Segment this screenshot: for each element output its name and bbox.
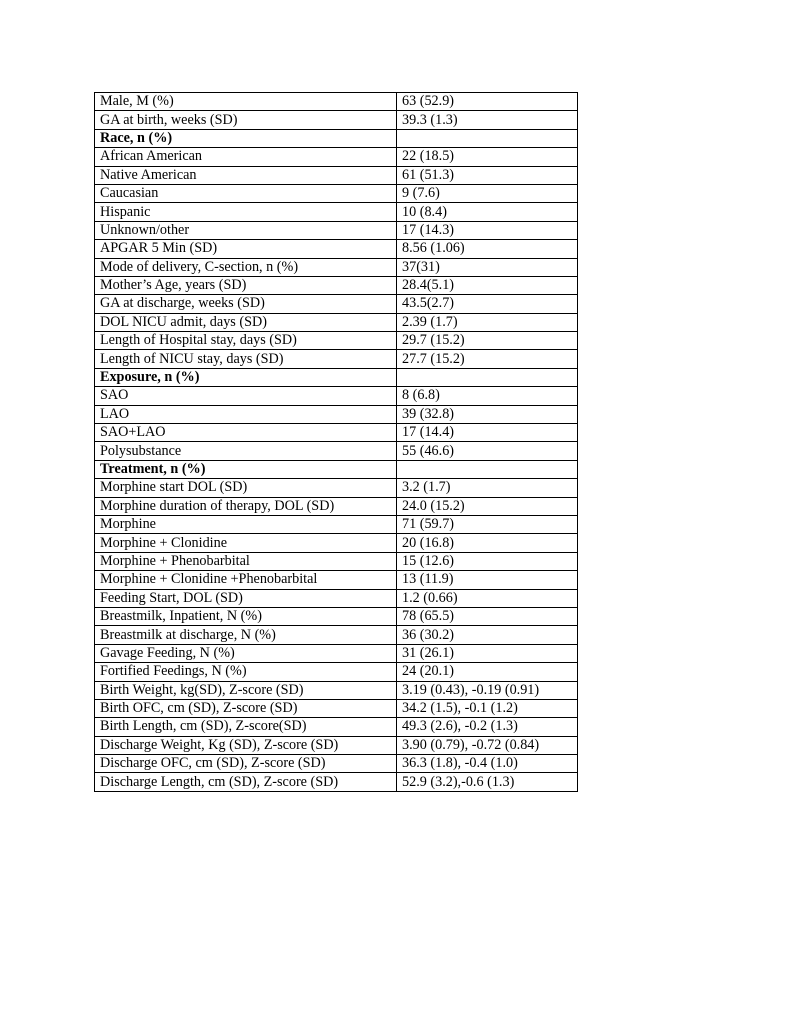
value-cell: 27.7 (15.2) — [397, 350, 578, 368]
value-cell: 52.9 (3.2),-0.6 (1.3) — [397, 773, 578, 791]
label-cell: Polysubstance — [95, 442, 397, 460]
table-row — [95, 221, 578, 239]
table-row — [95, 773, 578, 791]
table-row — [95, 442, 578, 460]
table-row — [95, 424, 578, 442]
value-cell — [397, 368, 578, 386]
table-row — [95, 571, 578, 589]
table-row — [95, 387, 578, 405]
table-row — [95, 552, 578, 570]
section-label-cell: Race, n (%) — [95, 129, 397, 147]
label-cell: Feeding Start, DOL (SD) — [95, 589, 397, 607]
table-row — [95, 258, 578, 276]
table-row — [95, 681, 578, 699]
value-cell: 28.4(5.1) — [397, 276, 578, 294]
value-cell: 55 (46.6) — [397, 442, 578, 460]
section-label-cell: Treatment, n (%) — [95, 460, 397, 478]
label-cell: Mother’s Age, years (SD) — [95, 276, 397, 294]
label-cell: Gavage Feeding, N (%) — [95, 644, 397, 662]
value-cell: 3.2 (1.7) — [397, 479, 578, 497]
label-cell: Discharge Weight, Kg (SD), Z-score (SD) — [95, 736, 397, 754]
label-cell: LAO — [95, 405, 397, 423]
label-cell: Morphine + Phenobarbital — [95, 552, 397, 570]
table-row — [95, 405, 578, 423]
value-cell: 17 (14.4) — [397, 424, 578, 442]
label-cell: SAO — [95, 387, 397, 405]
table-row — [95, 93, 578, 111]
label-cell: Hispanic — [95, 203, 397, 221]
table-row — [95, 755, 578, 773]
value-cell: 71 (59.7) — [397, 515, 578, 533]
value-cell: 29.7 (15.2) — [397, 332, 578, 350]
label-cell: DOL NICU admit, days (SD) — [95, 313, 397, 331]
table-row — [95, 699, 578, 717]
label-cell: Unknown/other — [95, 221, 397, 239]
table-row — [95, 203, 578, 221]
value-cell: 3.19 (0.43), -0.19 (0.91) — [397, 681, 578, 699]
label-cell: Morphine duration of therapy, DOL (SD) — [95, 497, 397, 515]
table-row — [95, 148, 578, 166]
table-row — [95, 663, 578, 681]
value-cell: 9 (7.6) — [397, 184, 578, 202]
value-cell: 43.5(2.7) — [397, 295, 578, 313]
label-cell: Discharge OFC, cm (SD), Z-score (SD) — [95, 755, 397, 773]
value-cell: 37(31) — [397, 258, 578, 276]
label-cell: Breastmilk, Inpatient, N (%) — [95, 607, 397, 625]
section-header-row — [95, 129, 578, 147]
value-cell: 13 (11.9) — [397, 571, 578, 589]
value-cell: 49.3 (2.6), -0.2 (1.3) — [397, 718, 578, 736]
label-cell: Length of Hospital stay, days (SD) — [95, 332, 397, 350]
label-cell: APGAR 5 Min (SD) — [95, 240, 397, 258]
demographics-table — [94, 92, 578, 792]
value-cell: 22 (18.5) — [397, 148, 578, 166]
section-header-row — [95, 368, 578, 386]
value-cell: 34.2 (1.5), -0.1 (1.2) — [397, 699, 578, 717]
label-cell: Caucasian — [95, 184, 397, 202]
table-row — [95, 534, 578, 552]
value-cell: 61 (51.3) — [397, 166, 578, 184]
table-row — [95, 332, 578, 350]
label-cell: Birth Length, cm (SD), Z-score(SD) — [95, 718, 397, 736]
value-cell: 2.39 (1.7) — [397, 313, 578, 331]
label-cell: Morphine + Clonidine — [95, 534, 397, 552]
table-row — [95, 313, 578, 331]
table-row — [95, 497, 578, 515]
label-cell: SAO+LAO — [95, 424, 397, 442]
value-cell: 36 (30.2) — [397, 626, 578, 644]
table-row — [95, 607, 578, 625]
value-cell: 24.0 (15.2) — [397, 497, 578, 515]
section-label-cell: Exposure, n (%) — [95, 368, 397, 386]
value-cell: 39 (32.8) — [397, 405, 578, 423]
value-cell: 78 (65.5) — [397, 607, 578, 625]
label-cell: Fortified Feedings, N (%) — [95, 663, 397, 681]
value-cell: 1.2 (0.66) — [397, 589, 578, 607]
label-cell: Breastmilk at discharge, N (%) — [95, 626, 397, 644]
table-row — [95, 626, 578, 644]
table-row — [95, 166, 578, 184]
demographics-table-container — [94, 92, 578, 792]
label-cell: Length of NICU stay, days (SD) — [95, 350, 397, 368]
label-cell: African American — [95, 148, 397, 166]
label-cell: Morphine + Clonidine +Phenobarbital — [95, 571, 397, 589]
value-cell: 8.56 (1.06) — [397, 240, 578, 258]
label-cell: Birth OFC, cm (SD), Z-score (SD) — [95, 699, 397, 717]
label-cell: Birth Weight, kg(SD), Z-score (SD) — [95, 681, 397, 699]
value-cell: 20 (16.8) — [397, 534, 578, 552]
label-cell: Mode of delivery, C-section, n (%) — [95, 258, 397, 276]
value-cell: 39.3 (1.3) — [397, 111, 578, 129]
section-header-row — [95, 460, 578, 478]
label-cell: Native American — [95, 166, 397, 184]
value-cell — [397, 460, 578, 478]
label-cell: Discharge Length, cm (SD), Z-score (SD) — [95, 773, 397, 791]
value-cell: 31 (26.1) — [397, 644, 578, 662]
label-cell: GA at birth, weeks (SD) — [95, 111, 397, 129]
value-cell: 10 (8.4) — [397, 203, 578, 221]
label-cell: GA at discharge, weeks (SD) — [95, 295, 397, 313]
value-cell: 15 (12.6) — [397, 552, 578, 570]
table-row — [95, 479, 578, 497]
table-row — [95, 184, 578, 202]
table-row — [95, 276, 578, 294]
value-cell: 24 (20.1) — [397, 663, 578, 681]
value-cell: 8 (6.8) — [397, 387, 578, 405]
table-row — [95, 589, 578, 607]
table-row — [95, 295, 578, 313]
table-row — [95, 350, 578, 368]
table-row — [95, 515, 578, 533]
label-cell: Morphine — [95, 515, 397, 533]
table-body — [95, 93, 578, 792]
label-cell: Male, M (%) — [95, 93, 397, 111]
table-row — [95, 240, 578, 258]
table-row — [95, 736, 578, 754]
table-row — [95, 111, 578, 129]
value-cell — [397, 129, 578, 147]
label-cell: Morphine start DOL (SD) — [95, 479, 397, 497]
value-cell: 36.3 (1.8), -0.4 (1.0) — [397, 755, 578, 773]
value-cell: 17 (14.3) — [397, 221, 578, 239]
value-cell: 3.90 (0.79), -0.72 (0.84) — [397, 736, 578, 754]
table-row — [95, 644, 578, 662]
table-row — [95, 718, 578, 736]
value-cell: 63 (52.9) — [397, 93, 578, 111]
